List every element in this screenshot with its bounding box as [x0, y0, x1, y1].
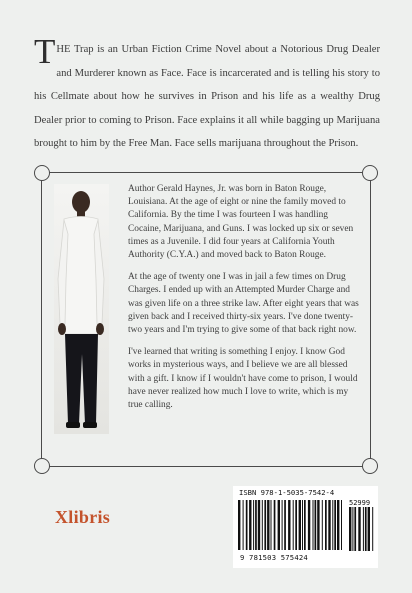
- barcode-bar: [325, 500, 327, 550]
- bio-paragraph: I've learned that writing is something I enjoy. I know God works in mysterious ways, and I believe we are all blessed with a gift. I know if I wouldn't have come to prison, I would have never realized how much I love to write, which is my true calling.: [128, 347, 358, 411]
- barcode-bar: [308, 500, 310, 550]
- author-photo: [54, 184, 109, 434]
- barcode-bar: [332, 500, 333, 550]
- barcode-bar: [249, 500, 251, 550]
- blurb-text: HE Trap is an Urban Fiction Crime Novel about a Notorious Drug Dealer and Murderer known as Face. Face is incarcerated and is telling his story to his Cellmate about how he survives in Prison and his life as a wealthy Drug Dealer prior to coming to Prison. Face explains it all while bagging up Marijuana brought to him by the Free Man. Face sells marijuana throughout the Prison.: [34, 44, 380, 149]
- barcode-bar: [304, 500, 306, 550]
- isbn-label: ISBN 978-1-5035-7542-4: [239, 488, 335, 497]
- barcode-bar: [258, 500, 260, 550]
- barcode-bar: [334, 500, 336, 550]
- barcode-bar: [238, 500, 240, 550]
- barcode-bar: [315, 500, 317, 550]
- barcode-bar: [299, 500, 301, 550]
- barcode-bar: [337, 500, 339, 550]
- barcode-bar: [288, 500, 290, 550]
- barcode-bar: [264, 500, 266, 550]
- barcode-bar: [341, 500, 342, 550]
- publisher-logo: Xlibris: [55, 507, 111, 527]
- barcode-bar: [295, 500, 297, 550]
- barcode-bar: [278, 500, 280, 550]
- frame-corner-top-left: [34, 165, 50, 181]
- back-cover-blurb: [34, 32, 380, 156]
- barcode-bar: [365, 507, 367, 551]
- barcode-bar: [372, 507, 373, 551]
- frame-corner-bottom-left: [34, 458, 50, 474]
- barcode-bar: [293, 500, 294, 550]
- addon-barcode: [349, 507, 377, 554]
- barcode-bar: [284, 500, 286, 550]
- frame-corner-top-right: [362, 165, 378, 181]
- price-code: 52999: [349, 499, 371, 507]
- barcode-bar: [328, 500, 330, 550]
- barcode-bar: [317, 500, 319, 550]
- barcode-bar: [349, 507, 351, 551]
- barcode-bar: [352, 507, 353, 551]
- barcode-bar: [267, 500, 269, 550]
- barcode-bar: [253, 500, 254, 550]
- barcode-bar: [302, 500, 303, 550]
- barcode-bar: [246, 500, 248, 550]
- barcode-bar: [282, 500, 283, 550]
- bio-paragraph: At the age of twenty one I was in jail a few times on Drug Charges. I ended up with an Attempted Murder Charge and was given life on a three strike law. After eight years that was given back and I received thirty-six years. I've done twenty-two years and I'm trying to give some of that back right now.: [128, 272, 359, 336]
- barcode-bar: [255, 500, 257, 550]
- barcode-bar: [363, 507, 364, 551]
- author-bio: [128, 183, 361, 421]
- frame-corner-bottom-right: [362, 458, 378, 474]
- barcode-bar: [243, 500, 244, 550]
- barcode-bar: [262, 500, 263, 550]
- barcode-bar: [354, 507, 356, 551]
- barcode-bar: [313, 500, 314, 550]
- barcode-bar: [271, 500, 272, 550]
- drop-cap-letter: T: [34, 32, 56, 71]
- barcode-bar: [322, 500, 323, 550]
- bio-paragraph: Author Gerald Haynes, Jr. was born in Baton Rouge, Louisiana. At the age of eight or nine the family moved to California. By the time I was fourteen I was handling Cocaine, Marijuana, and Guns. I was locked up six or seven times as a Juvenile. I did four years at California Youth Authority (C.Y.A.) and moved back to Baton Rouge.: [128, 184, 354, 261]
- barcode-bar: [368, 507, 370, 551]
- barcode-bar: [358, 507, 360, 551]
- barcode-bar: [274, 500, 276, 550]
- ean-barcode: [238, 500, 344, 554]
- ean-digits: 9 781503 575424: [240, 553, 308, 562]
